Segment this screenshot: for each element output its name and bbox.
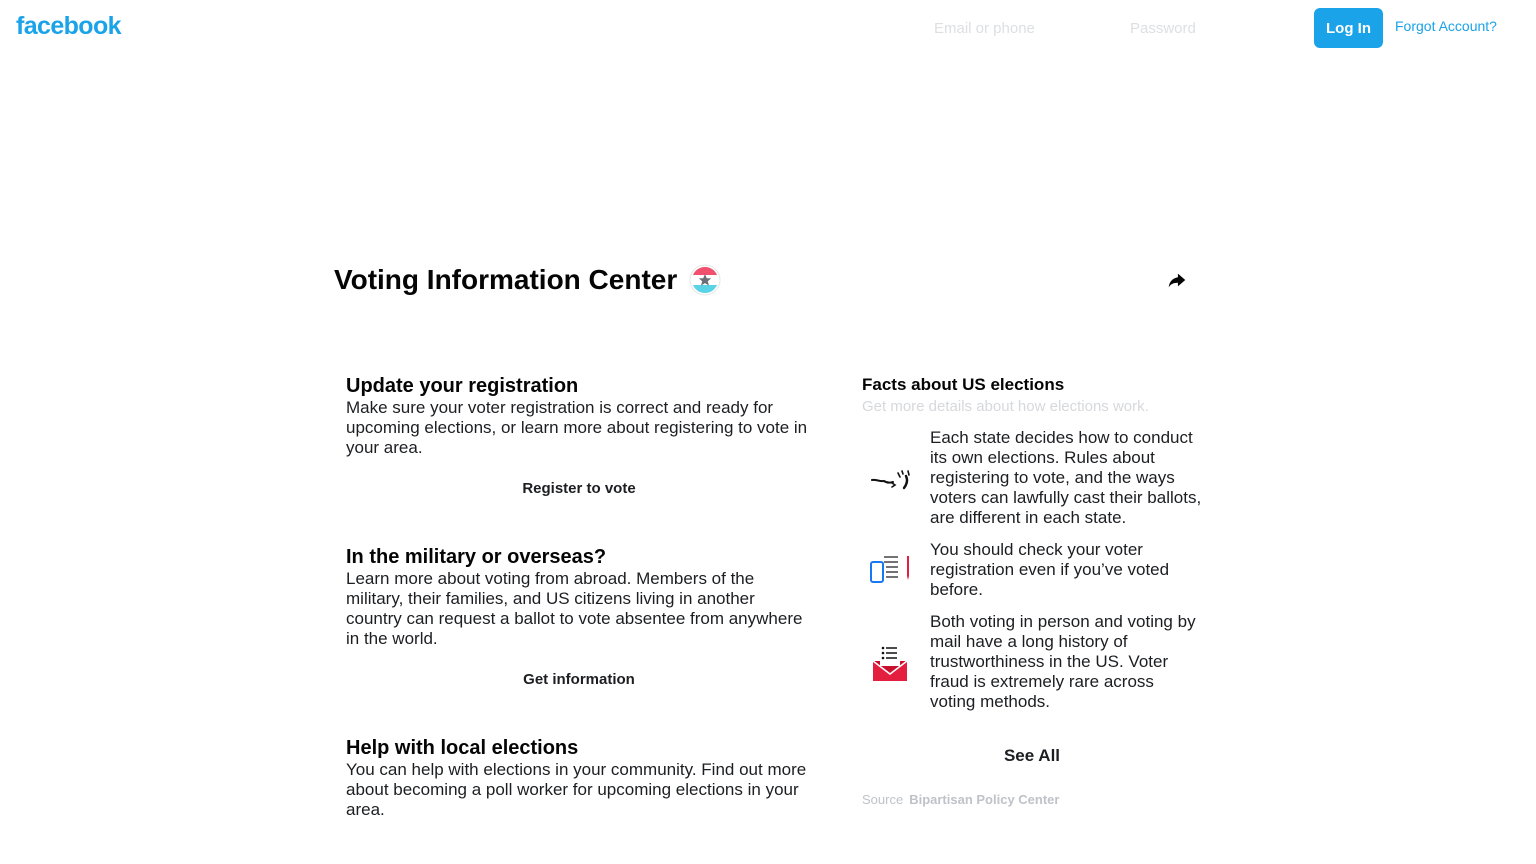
register-to-vote-button[interactable]: Register to vote <box>514 476 643 501</box>
card-description: Make sure your voter registration is correct and ready for upcoming elections, or learn more about registering to vote in your area. <box>346 398 808 457</box>
card-title: In the military or overseas? <box>346 546 607 568</box>
mail-ballot-icon <box>862 634 918 690</box>
share-button[interactable] <box>1164 268 1190 294</box>
card-description: You can help with elections in your community. Find out more about becoming a poll worker for upcoming elections in your area. <box>346 760 807 819</box>
facebook-logo[interactable]: facebook <box>16 12 121 40</box>
see-all-button[interactable]: See All <box>996 742 1068 770</box>
password-input[interactable] <box>1122 10 1302 46</box>
page-header <box>334 258 1202 302</box>
local-elections-card <box>346 736 812 820</box>
share-arrow-icon <box>1166 269 1188 291</box>
fact-text: Each state decides how to conduct its own elections. Rules about registering to vote, and the ways voters can lawfully cast their ballots, are different in each state. <box>930 428 1202 527</box>
page-title: Voting Information Center <box>334 264 678 295</box>
fact-item <box>862 428 1202 528</box>
voting-badge-icon <box>688 263 722 297</box>
card-title: Help with local elections <box>346 737 579 759</box>
action-cards-column <box>346 374 812 864</box>
card-title: Update your registration <box>346 375 579 397</box>
email-or-phone-input[interactable] <box>926 10 1106 46</box>
fact-item <box>862 540 1202 600</box>
fact-text: You should check your voter registration even if you’ve voted before. <box>930 540 1170 599</box>
facts-title: Facts about US elections <box>862 375 1065 394</box>
update-registration-card <box>346 374 812 501</box>
card-description: Learn more about voting from abroad. Members of the military, their families, and US citizens living in another country can request a ballot to vote absentee from anywhere in the world. <box>346 569 803 648</box>
forgot-account-link[interactable]: Forgot Account? <box>1395 18 1497 34</box>
fact-text: Both voting in person and voting by mail have a long history of trustworthiness in the US. Voter fraud is extremely rare across voting methods. <box>930 612 1196 711</box>
source-line <box>862 792 1202 807</box>
log-in-button[interactable]: Log In <box>1314 8 1383 48</box>
military-overseas-card <box>346 545 812 692</box>
source-label: Source <box>862 792 904 807</box>
source-name-link[interactable]: Bipartisan Policy Center <box>909 792 1060 807</box>
get-information-button[interactable]: Get information <box>515 667 643 692</box>
top-navigation-bar <box>0 0 1536 56</box>
phone-checklist-icon <box>862 542 918 598</box>
us-map-icon <box>862 450 918 506</box>
facts-column <box>862 374 1202 807</box>
facts-subtitle: Get more details about how elections work. <box>862 398 1149 415</box>
fact-item <box>862 612 1202 712</box>
